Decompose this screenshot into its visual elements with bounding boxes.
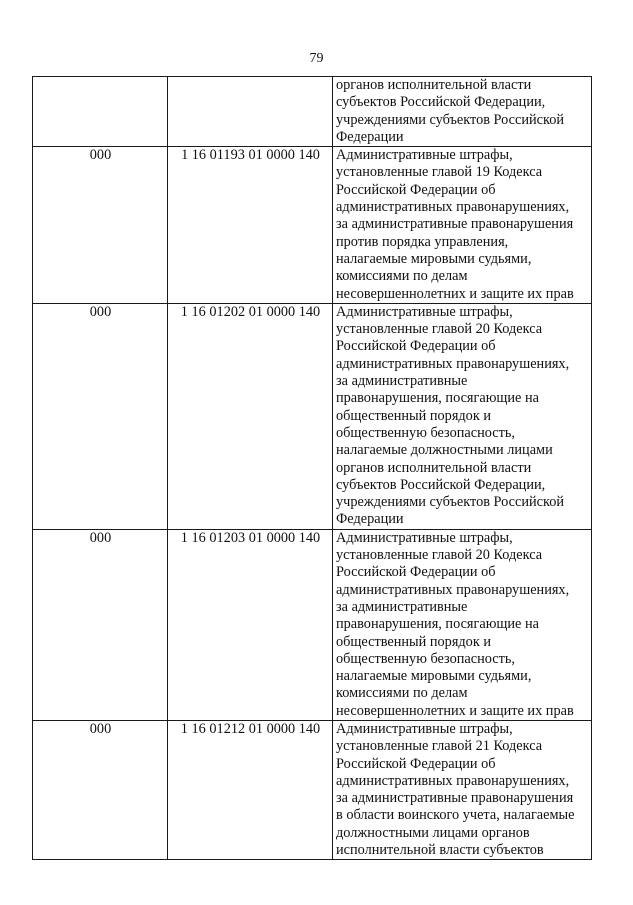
description-line: учреждениями субъектов Российской xyxy=(336,494,565,511)
description-line: должностными лицами органов xyxy=(336,824,530,841)
description-line: Административные штрафы, xyxy=(336,303,513,320)
description-line: установленные главой 20 Кодекса xyxy=(336,321,543,338)
description-cell xyxy=(333,720,592,859)
admin-code-cell: 000 xyxy=(33,303,168,529)
admin-code-cell: 000 xyxy=(33,147,168,304)
description-line: установленные главой 20 Кодекса xyxy=(336,547,543,564)
budget-code-cell xyxy=(168,77,333,147)
description-line: комиссиями по делам xyxy=(336,268,468,285)
revenue-codes-table xyxy=(32,76,592,860)
table-row xyxy=(33,720,592,859)
description-line: налагаемые мировыми судьями, xyxy=(336,250,532,267)
description-line: общественную безопасность, xyxy=(336,424,515,441)
description-line: против порядка управления, xyxy=(336,233,509,250)
description-line: Федерации xyxy=(336,511,404,528)
description-line: налагаемые мировыми судьями, xyxy=(336,668,532,685)
description-line: несовершеннолетних и защите их прав xyxy=(336,702,574,719)
description-line: Административные штрафы, xyxy=(336,147,513,164)
description-line: комиссиями по делам xyxy=(336,685,468,702)
description-line: административных правонарушениях, xyxy=(336,581,570,598)
description-line: за административные xyxy=(336,373,468,390)
table-row xyxy=(33,303,592,529)
description-line: установленные главой 21 Кодекса xyxy=(336,738,543,755)
budget-code-cell: 1 16 01193 01 0000 140 xyxy=(168,147,333,304)
description-cell xyxy=(333,77,592,147)
page-number: 79 xyxy=(309,51,324,66)
table-row xyxy=(33,77,592,147)
description-line: Российской Федерации об xyxy=(336,755,496,772)
description-line: в области воинского учета, налагаемые xyxy=(336,807,575,824)
admin-code-cell xyxy=(33,77,168,147)
description-line: органов исполнительной власти xyxy=(336,77,532,93)
description-cell xyxy=(333,303,592,529)
description-line: административных правонарушениях, xyxy=(336,772,570,789)
description-line: несовершеннолетних и защите их прав xyxy=(336,285,574,302)
description-line: органов исполнительной власти xyxy=(336,459,532,476)
description-cell xyxy=(333,147,592,304)
description-line: исполнительной власти субъектов xyxy=(336,842,544,859)
description-line: общественный порядок и xyxy=(336,633,491,650)
description-line: Российской Федерации об xyxy=(336,338,496,355)
admin-code-cell: 000 xyxy=(33,529,168,720)
description-line: общественную безопасность, xyxy=(336,650,515,667)
description-line: Российской Федерации об xyxy=(336,181,496,198)
description-line: административных правонарушениях, xyxy=(336,355,570,372)
admin-code-cell: 000 xyxy=(33,720,168,859)
description-line: за административные правонарушения xyxy=(336,790,574,807)
description-line: правонарушения, посягающие на xyxy=(336,390,539,407)
description-line: общественный порядок и xyxy=(336,407,491,424)
budget-code-cell: 1 16 01203 01 0000 140 xyxy=(168,529,333,720)
budget-code-cell: 1 16 01212 01 0000 140 xyxy=(168,720,333,859)
description-line: правонарушения, посягающие на xyxy=(336,616,539,633)
description-line: Федерации xyxy=(336,128,404,145)
description-line: за административные правонарушения xyxy=(336,216,574,233)
description-line: Административные штрафы, xyxy=(336,529,513,546)
description-cell xyxy=(333,529,592,720)
description-line: административных правонарушениях, xyxy=(336,199,570,216)
table-row xyxy=(33,147,592,304)
description-line: учреждениями субъектов Российской xyxy=(336,111,565,128)
description-line: установленные главой 19 Кодекса xyxy=(336,164,543,181)
budget-code-cell: 1 16 01202 01 0000 140 xyxy=(168,303,333,529)
description-line: субъектов Российской Федерации, xyxy=(336,476,546,493)
description-line: субъектов Российской Федерации, xyxy=(336,94,546,111)
description-line: Российской Федерации об xyxy=(336,564,496,581)
description-line: за административные xyxy=(336,598,468,615)
description-line: Административные штрафы, xyxy=(336,720,513,737)
table-row xyxy=(33,529,592,720)
description-line: налагаемые должностными лицами xyxy=(336,442,553,459)
